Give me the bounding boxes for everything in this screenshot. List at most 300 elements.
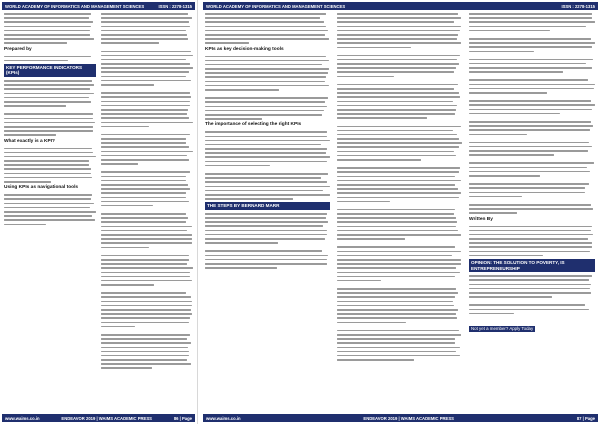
paragraph-gap bbox=[337, 122, 462, 126]
text-line bbox=[337, 259, 461, 261]
text-line bbox=[205, 259, 327, 261]
text-line bbox=[4, 215, 92, 217]
text-line bbox=[4, 113, 93, 115]
text-line bbox=[101, 55, 193, 57]
text-line bbox=[101, 105, 190, 107]
text-line bbox=[337, 30, 460, 32]
text-line bbox=[205, 42, 249, 44]
text-line bbox=[337, 347, 460, 349]
text-line bbox=[337, 113, 455, 115]
text-line bbox=[469, 284, 591, 286]
text-line bbox=[101, 280, 192, 282]
text-line bbox=[101, 259, 189, 261]
text-line bbox=[4, 30, 90, 32]
text-line bbox=[101, 26, 190, 28]
text-line bbox=[4, 13, 91, 15]
text-line bbox=[101, 67, 193, 69]
text-line bbox=[337, 338, 455, 340]
text-line bbox=[337, 134, 457, 136]
text-line bbox=[4, 168, 91, 170]
text-line bbox=[101, 255, 189, 257]
text-line bbox=[337, 101, 453, 103]
text-line bbox=[469, 171, 590, 173]
text-line bbox=[337, 213, 454, 215]
text-line bbox=[101, 351, 189, 353]
text-line bbox=[205, 64, 322, 66]
text-line bbox=[205, 234, 327, 236]
author-bio-text bbox=[469, 226, 595, 257]
text-line bbox=[205, 81, 325, 83]
text-line bbox=[205, 68, 329, 70]
text-line bbox=[337, 334, 461, 336]
text-line bbox=[337, 142, 462, 144]
text-line bbox=[469, 288, 590, 290]
text-line bbox=[4, 60, 68, 62]
text-line bbox=[337, 26, 461, 28]
text-line bbox=[205, 85, 329, 87]
text-line bbox=[101, 242, 192, 244]
text-line bbox=[4, 181, 51, 183]
text-line bbox=[205, 21, 324, 23]
text-line bbox=[205, 194, 330, 196]
text-line bbox=[337, 130, 453, 132]
text-line bbox=[469, 279, 589, 281]
text-line bbox=[469, 187, 585, 189]
text-line bbox=[101, 296, 191, 298]
text-line bbox=[101, 155, 187, 157]
text-line bbox=[101, 17, 192, 19]
text-line bbox=[101, 272, 190, 274]
text-line bbox=[4, 219, 95, 221]
text-line bbox=[469, 246, 592, 248]
text-line bbox=[205, 255, 328, 257]
text-line bbox=[205, 263, 327, 265]
text-line bbox=[337, 88, 454, 90]
written-by: Written By bbox=[469, 216, 493, 222]
text-line bbox=[205, 13, 326, 15]
text-line bbox=[469, 230, 591, 232]
text-line bbox=[4, 198, 91, 200]
text-line bbox=[4, 93, 94, 95]
text-line bbox=[337, 230, 458, 232]
text-line bbox=[101, 305, 192, 307]
text-line bbox=[469, 183, 589, 185]
what-is-kpi-heading: What exactly is a KPI? bbox=[4, 138, 55, 144]
text-line bbox=[101, 247, 149, 249]
text-line bbox=[101, 267, 193, 269]
text-line bbox=[205, 38, 329, 40]
steps-heading: THE STEPS BY BERNARD MARR bbox=[205, 202, 330, 210]
text-line bbox=[337, 59, 457, 61]
text-line bbox=[101, 338, 187, 340]
website: www.waims.co.in bbox=[5, 415, 40, 421]
text-line bbox=[337, 197, 459, 199]
kpi-definition-text bbox=[4, 148, 96, 183]
text-line bbox=[337, 251, 461, 253]
text-line bbox=[101, 263, 187, 265]
text-line bbox=[337, 226, 456, 228]
right-column-2 bbox=[337, 13, 462, 411]
text-line bbox=[4, 173, 91, 175]
left-page bbox=[0, 0, 198, 424]
text-line bbox=[4, 211, 96, 213]
text-line bbox=[4, 101, 91, 103]
text-line bbox=[469, 129, 590, 131]
text-line bbox=[337, 96, 460, 98]
text-line bbox=[337, 201, 390, 203]
text-line bbox=[101, 205, 153, 207]
text-line bbox=[101, 284, 154, 286]
text-line bbox=[4, 224, 46, 226]
left-page-header bbox=[2, 2, 195, 10]
text-line bbox=[205, 34, 325, 36]
text-line bbox=[337, 188, 458, 190]
text-line bbox=[337, 17, 461, 19]
text-line bbox=[469, 242, 592, 244]
text-line bbox=[101, 363, 191, 365]
text-line bbox=[469, 30, 550, 32]
text-line bbox=[205, 161, 327, 163]
text-line bbox=[337, 209, 455, 211]
text-line bbox=[337, 159, 421, 161]
text-line bbox=[4, 156, 96, 158]
text-line bbox=[337, 38, 457, 40]
text-line bbox=[469, 208, 593, 210]
steps-text bbox=[205, 213, 330, 269]
text-line bbox=[337, 105, 457, 107]
text-line bbox=[469, 121, 591, 123]
issn: ISSN : 2278-1315 bbox=[561, 3, 595, 9]
text-line bbox=[205, 30, 328, 32]
text-line bbox=[205, 131, 327, 133]
text-line bbox=[205, 118, 262, 120]
text-line bbox=[337, 138, 459, 140]
text-line bbox=[337, 151, 454, 153]
kpi-body-text bbox=[4, 80, 96, 136]
text-line bbox=[337, 155, 456, 157]
text-line bbox=[469, 304, 585, 306]
journal-title: WORLD ACADEMY OF INFORMATICS AND MANAGEMENT SCIENCES bbox=[206, 3, 346, 9]
text-line bbox=[337, 42, 461, 44]
text-line bbox=[205, 173, 328, 175]
text-line bbox=[337, 301, 453, 303]
text-line bbox=[205, 140, 330, 142]
intro-text bbox=[205, 13, 330, 44]
text-line bbox=[101, 217, 188, 219]
text-line bbox=[337, 13, 458, 15]
author-text bbox=[4, 56, 96, 62]
text-line bbox=[469, 296, 552, 298]
text-line bbox=[205, 225, 323, 227]
text-line bbox=[205, 217, 326, 219]
website: www.waims.co.in bbox=[206, 415, 241, 421]
text-line bbox=[337, 359, 414, 361]
text-line bbox=[101, 80, 191, 82]
text-line bbox=[469, 313, 514, 315]
text-line bbox=[205, 26, 326, 28]
left-page-footer bbox=[2, 414, 195, 422]
text-line bbox=[337, 171, 459, 173]
text-line bbox=[205, 148, 327, 150]
text-line bbox=[101, 342, 191, 344]
text-line bbox=[469, 84, 595, 86]
text-line bbox=[101, 326, 135, 328]
text-line bbox=[337, 92, 459, 94]
text-line bbox=[101, 367, 152, 369]
text-line bbox=[337, 263, 461, 265]
text-line bbox=[205, 177, 321, 179]
text-line bbox=[205, 165, 270, 167]
text-line bbox=[469, 255, 543, 257]
text-line bbox=[337, 330, 459, 332]
text-line bbox=[101, 38, 188, 40]
text-line bbox=[337, 21, 454, 23]
text-line bbox=[4, 118, 93, 120]
importance-text bbox=[205, 131, 330, 199]
text-line bbox=[101, 134, 190, 136]
text-line bbox=[101, 109, 188, 111]
text-line bbox=[101, 230, 187, 232]
text-line bbox=[205, 101, 325, 103]
text-line bbox=[205, 186, 330, 188]
text-line bbox=[469, 146, 592, 148]
right-page-header bbox=[203, 2, 598, 10]
right-column-1 bbox=[205, 13, 330, 411]
text-line bbox=[469, 92, 547, 94]
text-line bbox=[4, 148, 92, 150]
text-line bbox=[469, 275, 592, 277]
text-line bbox=[337, 67, 456, 69]
right-page-footer bbox=[203, 414, 598, 422]
text-line bbox=[101, 347, 188, 349]
text-line bbox=[205, 242, 278, 244]
text-line bbox=[101, 163, 138, 165]
text-line bbox=[469, 13, 592, 15]
right-column-3 bbox=[469, 13, 595, 411]
text-line bbox=[101, 221, 186, 223]
text-line bbox=[101, 51, 191, 53]
text-line bbox=[4, 160, 89, 162]
text-line bbox=[469, 59, 593, 61]
text-line bbox=[337, 84, 458, 86]
text-line bbox=[101, 117, 189, 119]
text-line bbox=[205, 213, 327, 215]
text-line bbox=[4, 42, 67, 44]
page-number: 86 | Page bbox=[173, 415, 192, 421]
text-line bbox=[205, 76, 326, 78]
text-line bbox=[101, 146, 189, 148]
text-line bbox=[337, 176, 455, 178]
text-line bbox=[337, 117, 427, 119]
text-line bbox=[205, 221, 328, 223]
text-line bbox=[101, 59, 186, 61]
text-line bbox=[205, 230, 327, 232]
text-line bbox=[205, 110, 324, 112]
decision-text bbox=[205, 56, 330, 120]
text-line bbox=[101, 197, 186, 199]
text-line bbox=[205, 106, 327, 108]
text-line bbox=[205, 144, 321, 146]
text-line bbox=[101, 176, 186, 178]
text-line bbox=[101, 322, 189, 324]
text-line bbox=[101, 292, 186, 294]
text-line bbox=[469, 251, 590, 253]
text-line bbox=[337, 221, 457, 223]
text-line bbox=[469, 109, 592, 111]
text-line bbox=[4, 152, 93, 154]
text-line bbox=[337, 309, 458, 311]
text-line bbox=[469, 142, 589, 144]
text-line bbox=[469, 292, 591, 294]
text-line bbox=[101, 13, 188, 15]
text-line bbox=[4, 130, 93, 132]
page-number: 87 | Page bbox=[576, 415, 595, 421]
text-line bbox=[469, 17, 592, 19]
text-line bbox=[205, 17, 320, 19]
text-line bbox=[101, 309, 191, 311]
paragraph-gap bbox=[101, 47, 193, 51]
text-line bbox=[4, 38, 94, 40]
edition: ENDEAVOR 2019 | WAIMS ACADEMIC PRESS bbox=[363, 415, 454, 421]
edition: ENDEAVOR 2019 | WAIMS ACADEMIC PRESS bbox=[61, 415, 152, 421]
text-line bbox=[101, 63, 190, 65]
text-line bbox=[101, 92, 190, 94]
text-line bbox=[337, 234, 461, 236]
left-column-2-text bbox=[101, 13, 193, 369]
text-line bbox=[337, 317, 457, 319]
text-line bbox=[337, 280, 381, 282]
opinion-text bbox=[469, 275, 595, 314]
text-line bbox=[205, 198, 293, 200]
text-line bbox=[469, 134, 527, 136]
text-line bbox=[205, 72, 328, 74]
text-line bbox=[337, 184, 455, 186]
text-line bbox=[337, 305, 454, 307]
importance-heading: The importance of selecting the right KPIs bbox=[205, 122, 302, 128]
text-line bbox=[4, 26, 91, 28]
text-line bbox=[469, 204, 591, 206]
text-line bbox=[337, 217, 456, 219]
issn: ISSN : 2278-1315 bbox=[158, 3, 192, 9]
text-line bbox=[101, 180, 186, 182]
text-line bbox=[101, 142, 186, 144]
text-line bbox=[469, 88, 594, 90]
text-line bbox=[469, 79, 588, 81]
text-line bbox=[337, 267, 456, 269]
text-line bbox=[337, 351, 456, 353]
text-line bbox=[4, 34, 90, 36]
text-line bbox=[337, 71, 454, 73]
text-line bbox=[101, 184, 188, 186]
text-line bbox=[469, 67, 592, 69]
text-line bbox=[337, 272, 460, 274]
text-line bbox=[469, 125, 593, 127]
text-line bbox=[4, 21, 93, 23]
text-line bbox=[469, 196, 522, 198]
text-line bbox=[469, 42, 595, 44]
text-line bbox=[469, 226, 592, 228]
text-line bbox=[101, 21, 189, 23]
text-line bbox=[337, 76, 394, 78]
text-line bbox=[205, 56, 326, 58]
navigational-text bbox=[4, 194, 96, 225]
text-line bbox=[205, 181, 327, 183]
text-line bbox=[101, 192, 186, 194]
text-line bbox=[205, 152, 326, 154]
text-line bbox=[4, 134, 56, 136]
kpis-decision-heading: KPIs as key decision-making tools bbox=[205, 46, 284, 52]
text-line bbox=[205, 238, 325, 240]
text-line bbox=[4, 105, 66, 107]
text-line bbox=[337, 34, 458, 36]
text-line bbox=[337, 296, 455, 298]
text-line bbox=[337, 355, 460, 357]
text-line bbox=[205, 250, 322, 252]
text-line bbox=[337, 55, 460, 57]
text-line bbox=[469, 167, 587, 169]
text-line bbox=[469, 238, 588, 240]
text-line bbox=[101, 313, 192, 315]
text-line bbox=[101, 138, 186, 140]
text-line bbox=[101, 213, 186, 215]
text-line bbox=[4, 122, 95, 124]
text-line bbox=[4, 194, 92, 196]
text-line bbox=[4, 207, 90, 209]
right-page bbox=[201, 0, 600, 424]
text-line bbox=[4, 126, 93, 128]
text-line bbox=[337, 238, 405, 240]
text-line bbox=[4, 80, 92, 82]
text-line bbox=[337, 313, 456, 315]
text-line bbox=[101, 226, 192, 228]
text-line bbox=[469, 234, 593, 236]
text-line bbox=[469, 51, 534, 53]
text-line bbox=[337, 47, 411, 49]
text-line bbox=[205, 267, 277, 269]
text-line bbox=[469, 192, 585, 194]
text-line bbox=[469, 26, 586, 28]
text-line bbox=[469, 38, 591, 40]
text-line bbox=[337, 292, 458, 294]
text-line bbox=[101, 42, 159, 44]
member-callout: Not yet a member? Apply Today bbox=[471, 325, 534, 331]
text-line bbox=[4, 164, 89, 166]
text-line bbox=[337, 146, 459, 148]
text-line bbox=[4, 56, 91, 58]
opinion-heading: OPINION: THE SOLUTION TO POVERTY, IS ENTREPRENEURSHIP bbox=[469, 259, 595, 272]
text-line bbox=[101, 159, 189, 161]
text-line bbox=[337, 126, 461, 128]
text-line bbox=[101, 359, 187, 361]
text-line bbox=[469, 100, 591, 102]
text-line bbox=[101, 201, 189, 203]
text-line bbox=[101, 317, 190, 319]
text-line bbox=[101, 113, 187, 115]
text-line bbox=[469, 104, 595, 106]
text-line bbox=[469, 150, 588, 152]
text-line bbox=[337, 63, 459, 65]
text-line bbox=[337, 288, 456, 290]
text-line bbox=[469, 46, 592, 48]
text-line bbox=[337, 180, 461, 182]
text-line bbox=[4, 17, 89, 19]
text-line bbox=[469, 71, 563, 73]
text-line bbox=[101, 126, 149, 128]
text-line bbox=[337, 246, 455, 248]
text-line bbox=[469, 21, 595, 23]
text-line bbox=[101, 151, 193, 153]
text-line bbox=[205, 136, 327, 138]
